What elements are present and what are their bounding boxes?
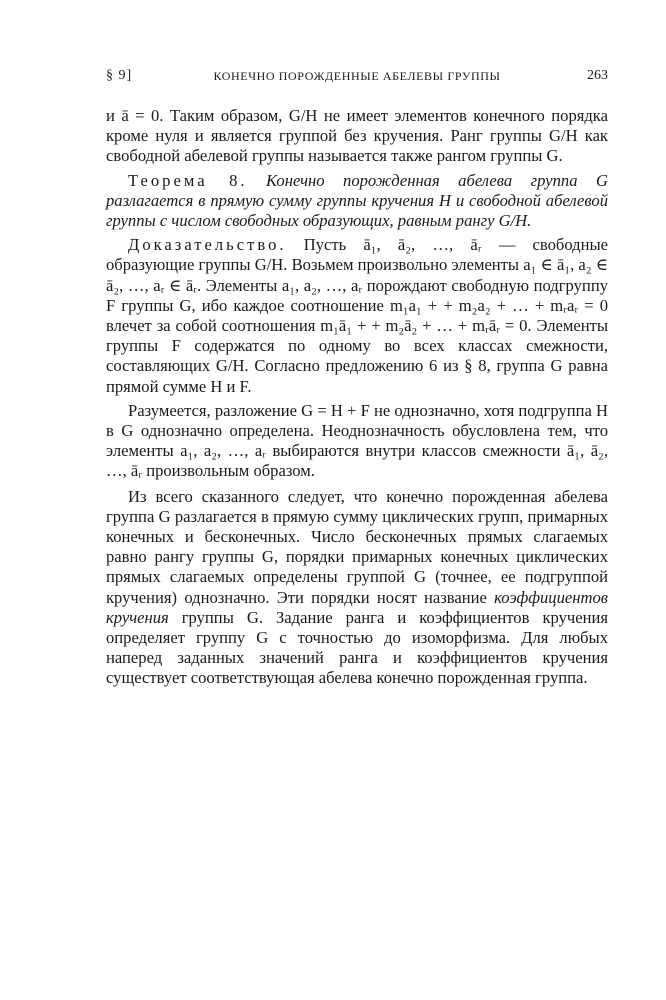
paragraph-text-start: Из всего сказанного следует, что конечно порожденная абелева группа G разлагается в прямую сумму циклических групп, примарных конечных и бесконечных. Число бесконечных прямых слагаемых равно рангу группы G, порядки примарных конечных циклических прямых слагаемых определены группой G (точнее, ее подгруппой кручения) однозначно. Эти порядки носят название xyxy=(106,486,608,607)
paragraph-conclusion xyxy=(106,487,608,689)
page-number: 263 xyxy=(587,68,608,83)
running-header xyxy=(106,68,608,88)
paragraph-remark xyxy=(106,401,608,482)
proof-label: Доказательство. xyxy=(128,235,287,255)
theorem-paragraph xyxy=(106,171,608,232)
section-marker: § 9] xyxy=(106,68,133,83)
body-text xyxy=(106,106,608,689)
running-title: КОНЕЧНО ПОРОЖДЕННЫЕ АБЕЛЕВЫ ГРУППЫ xyxy=(213,69,501,83)
paragraph-continuation xyxy=(106,106,608,167)
defined-term: коэффициентов кручения xyxy=(106,587,608,627)
paragraph-text-end: группы G. Задание ранга и коэффициентов кручения определяет группу G с точностью до изоморфизма. Для любых наперед заданных значений ранга и коэффициентов кручения существует соответствующая абелева конечно порожденная группа. xyxy=(106,607,608,688)
paragraph-text: и ā = 0. Таким образом, G/H не имеет элементов конечного порядка кроме нуля и является группой без кручения. Ранг группы G/H как свободной абелевой группы называется также рангом группы G. xyxy=(106,106,608,166)
proof-text: Пусть ā₁, ā₂, …, āᵣ — свободные образующие группы G/H. Возьмем произвольно элементы a₁ ∈ ā₁, a₂ ∈ ā₂, …, aᵣ ∈ āᵣ. Элементы a₁, a₂, …, aᵣ порождают свободную подгруппу F группы G, ибо каждое соотношение m₁a₁ + + m₂a₂ + … + mᵣaᵣ = 0 влечет за собой соотношения m₁ā₁ + + m₂ā₂ + … + mᵣāᵣ = 0. Элементы группы F содержатся по одному во всех классах смежности, составляющих G/H. Согласно предложению 6 из § 8, группа G равна прямой сумме H и F. xyxy=(106,235,608,396)
theorem-label: Теорема 8. xyxy=(128,170,248,190)
proof-paragraph xyxy=(106,235,608,397)
paragraph-text: Разумеется, разложение G = H + F не однозначно, хотя подгруппа H в G однозначно определена. Неоднозначность обусловлена тем, что элементы a₁, a₂, …, aᵣ выбираются внутри классов смежности ā₁, ā₂, …, āᵣ произвольным образом. xyxy=(106,400,608,481)
theorem-statement: Конечно порожденная абелева группа G разлагается в прямую сумму группы кручения H и свободной абелевой группы с числом свободных образующих, равным рангу G/H. xyxy=(106,170,608,231)
